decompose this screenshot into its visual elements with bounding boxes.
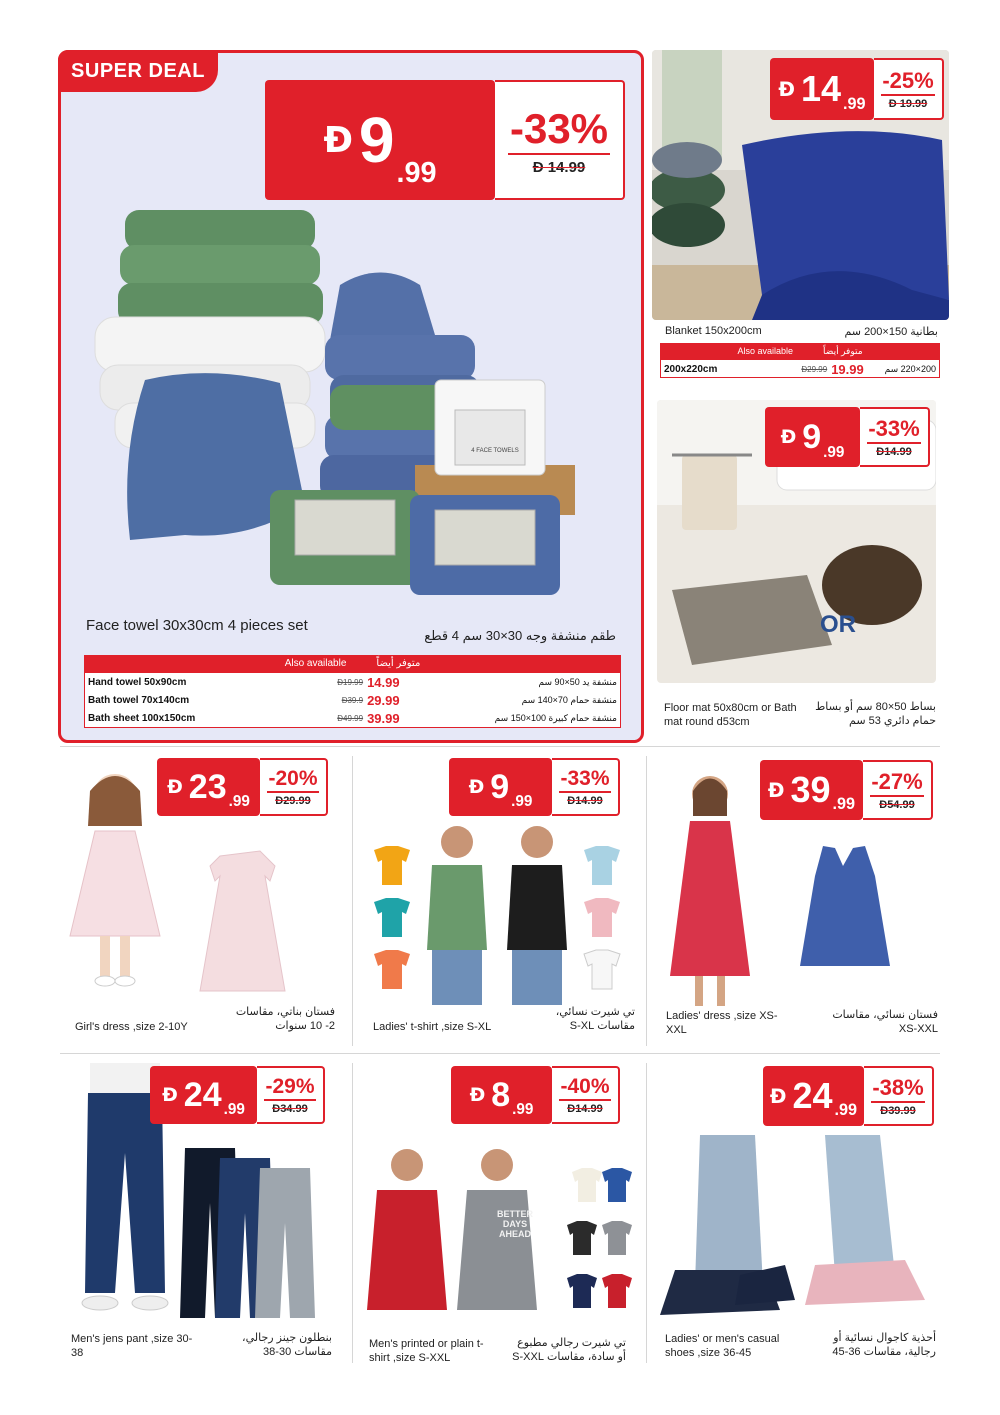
or-label: OR: [820, 611, 856, 638]
product-title-ar: تي شيرت رجالي مطبوع أو سادة، مقاسات S-XXL: [512, 1337, 626, 1364]
column-divider: [352, 756, 353, 1046]
variant-name-ar: منشفة يد 50×90 سم: [538, 676, 617, 687]
product-title-en: Men's printed or plain t-shirt ,size S-XXL: [369, 1338, 484, 1364]
product-price: [763, 1066, 864, 1126]
variant-new-price: 39.99: [367, 710, 400, 726]
product-discount: [260, 758, 328, 816]
model-red-tshirt: [367, 1190, 447, 1310]
product-title-ar: أحذية كاجوال نسائية أو رجالية، مقاسات 36-45: [832, 1332, 936, 1359]
price-int: 9: [490, 767, 510, 806]
price-int: 8: [491, 1075, 511, 1114]
tshirt-print-text: BETTER DAYS AHEAD: [497, 1209, 533, 1239]
variant-name-en: Bath sheet 100x150cm: [88, 712, 196, 724]
price-int: 24: [183, 1075, 222, 1114]
price-int: 24: [792, 1075, 833, 1116]
variant-row: [85, 691, 620, 709]
floor-mat-title-ar: بساط 50×80 سم أو بساط حمام دائري 53 سم: [815, 701, 936, 728]
variant-new-price: 14.99: [367, 674, 400, 690]
divider: [881, 94, 935, 96]
product-price: [760, 760, 863, 820]
variant-row: [661, 360, 939, 378]
super-deal-discount: [495, 80, 625, 200]
product-price: [150, 1066, 257, 1124]
price-dec: .99: [511, 792, 533, 810]
price-dec: .99: [834, 1101, 858, 1120]
product-title-en: Ladies' t-shirt ,size S-XL: [373, 1021, 492, 1033]
product-title-en: Men's jens pant ,size 30-38: [71, 1333, 193, 1359]
currency-symbol: Ð: [769, 1084, 787, 1108]
divider: [559, 1099, 612, 1101]
variant-row: [85, 709, 620, 727]
pink-shoe: [805, 1260, 925, 1305]
blanket-variants-table: [660, 359, 940, 378]
towels-image: [90, 205, 590, 605]
price-dec: .99: [512, 1100, 534, 1118]
currency-symbol: Ð: [767, 778, 785, 802]
discount-percent: -33%: [509, 104, 609, 152]
product-title-en: Girl's dress ,size 2-10Y: [75, 1021, 188, 1033]
old-price: Ð 14.99: [532, 158, 586, 176]
variant-new-price: 19.99: [831, 361, 864, 377]
divider: [871, 1101, 925, 1103]
model-grey-tshirt: [457, 1190, 537, 1310]
blanket-discount: [874, 58, 944, 120]
column-divider: [646, 756, 647, 1046]
ladies-tshirt-image: [362, 810, 642, 1005]
product-discount: [863, 760, 933, 820]
super-deal-tag: SUPER DEAL: [58, 50, 218, 92]
casual-shoes-image: [655, 1135, 940, 1330]
model-black-tshirt: [507, 865, 567, 950]
also-available-en: Also available: [284, 658, 347, 669]
product-title-ar: تي شيرت نسائي، مقاسات S-XL: [555, 1006, 635, 1033]
price-int: 23: [188, 767, 227, 806]
variant-name-en: Bath towel 70x140cm: [88, 694, 190, 706]
divider: [267, 791, 320, 793]
old-price: Ð39.99: [880, 1105, 916, 1117]
product-price: [157, 758, 260, 816]
currency-symbol: Ð: [780, 426, 797, 448]
divider: [264, 1099, 317, 1101]
currency-symbol: Ð: [323, 119, 353, 161]
blanket-also-available: [660, 343, 940, 359]
price-int: 14: [801, 68, 842, 109]
currency-symbol: Ð: [468, 776, 485, 798]
currency-symbol: Ð: [162, 1084, 178, 1106]
old-price: Ð54.99: [879, 799, 915, 811]
product-title-ar: فستان نسائي، مقاسات XS-XXL: [832, 1009, 938, 1036]
old-price: Ð 19.99: [888, 98, 928, 110]
column-divider: [352, 1063, 353, 1363]
dress-product: [200, 851, 285, 991]
girl-dress: [70, 831, 160, 936]
product-title-en: Ladies' dress ,size XS-XXL: [666, 1010, 778, 1036]
variant-old-price: Ð49.99: [337, 713, 364, 723]
model-red-dress: [670, 821, 750, 976]
variant-name-ar: منشفة حمام كبيرة 100×150 سم: [494, 712, 617, 723]
discount-percent: -29%: [265, 1075, 315, 1098]
super-deal-price: [265, 80, 495, 200]
discount-percent: -27%: [871, 769, 923, 794]
column-divider: [646, 1063, 647, 1363]
super-deal-variants-table: [84, 672, 621, 728]
product-discount: [552, 758, 620, 816]
variant-name-ar: منشفة حمام 70×140 سم: [521, 694, 617, 705]
blanket-title-ar: بطانية 150×200 سم: [844, 326, 938, 338]
price-int: 9: [358, 104, 395, 176]
also-available-en: Also available: [737, 346, 794, 356]
product-title-en: Ladies' or men's casual shoes ,size 36-45: [665, 1333, 780, 1359]
currency-symbol: Ð: [778, 77, 795, 101]
jeans-legs: [695, 1135, 763, 1285]
product-price: [451, 1066, 552, 1124]
divider: [508, 153, 610, 155]
variant-row: [85, 673, 620, 691]
pack-label: 4 FACE TOWELS: [471, 448, 519, 454]
product-discount: [552, 1066, 620, 1124]
product-title-ar: بنطلون جينز رجالي، مقاسات 30-38: [242, 1332, 332, 1359]
price-dec: .99: [228, 792, 250, 810]
old-price: Ð14.99: [876, 446, 912, 458]
discount-percent: -33%: [560, 767, 610, 790]
variant-name-en: 200x220cm: [664, 363, 718, 375]
floor-mat-title-en: Floor mat 50x80cm or Bath mat round d53cm: [664, 702, 797, 728]
discount-percent: -20%: [268, 767, 318, 790]
floor-mat-price: [765, 407, 860, 467]
price-int: 9: [802, 417, 822, 456]
product-title-ar: فستان بناتي، مقاسات 2- 10 سنوات: [235, 1006, 335, 1033]
divider: [870, 795, 924, 797]
blanket-price: [770, 58, 874, 120]
product-discount: [864, 1066, 934, 1126]
super-deal-also-available: [84, 655, 621, 672]
product-price: [449, 758, 552, 816]
currency-symbol: Ð: [469, 1084, 486, 1106]
price-dec: .99: [843, 95, 866, 114]
discount-percent: -40%: [560, 1075, 610, 1098]
model-green-tshirt: [427, 865, 487, 950]
blue-dress-product: [800, 846, 890, 966]
divider: [559, 791, 612, 793]
variant-name-en: Hand towel 50x90cm: [88, 676, 187, 688]
old-price: Ð14.99: [567, 1103, 603, 1115]
divider: [867, 442, 921, 444]
variant-old-price: Ð29.99: [801, 364, 828, 374]
variant-new-price: 29.99: [367, 692, 400, 708]
row-divider: [60, 746, 940, 747]
also-available-ar: متوفر أيضاً: [823, 345, 863, 356]
variant-old-price: Ð39.9: [341, 695, 364, 705]
old-price: Ð34.99: [272, 1103, 308, 1115]
hanging-towel: [682, 455, 737, 530]
price-dec: .99: [832, 795, 856, 814]
discount-percent: -33%: [868, 416, 920, 441]
super-deal-title-ar: طقم منشفة وجه 30×30 سم 4 قطع: [424, 628, 616, 643]
blanket-title-en: Blanket 150x200cm: [665, 325, 762, 337]
currency-symbol: Ð: [167, 776, 183, 798]
price-dec: .99: [396, 156, 437, 189]
discount-percent: -25%: [882, 68, 934, 93]
old-price: Ð14.99: [567, 795, 603, 807]
green-towel-stack: [118, 210, 323, 325]
price-dec: .99: [823, 443, 845, 461]
discount-percent: -38%: [872, 1075, 924, 1100]
floor-mat-discount: [860, 407, 930, 467]
price-dec: .99: [223, 1100, 245, 1118]
price-int: 39: [790, 769, 831, 810]
row-divider: [60, 1053, 940, 1054]
also-available-ar: متوفر أيضاً: [376, 658, 421, 669]
variant-old-price: Ð19.99: [337, 677, 364, 687]
super-deal-title-en: Face towel 30x30cm 4 pieces set: [86, 617, 308, 634]
jeans-grey: [255, 1168, 315, 1318]
variant-name-ar: 200×220 سم: [884, 363, 936, 374]
product-discount: [257, 1066, 325, 1124]
old-price: Ð29.99: [275, 795, 311, 807]
